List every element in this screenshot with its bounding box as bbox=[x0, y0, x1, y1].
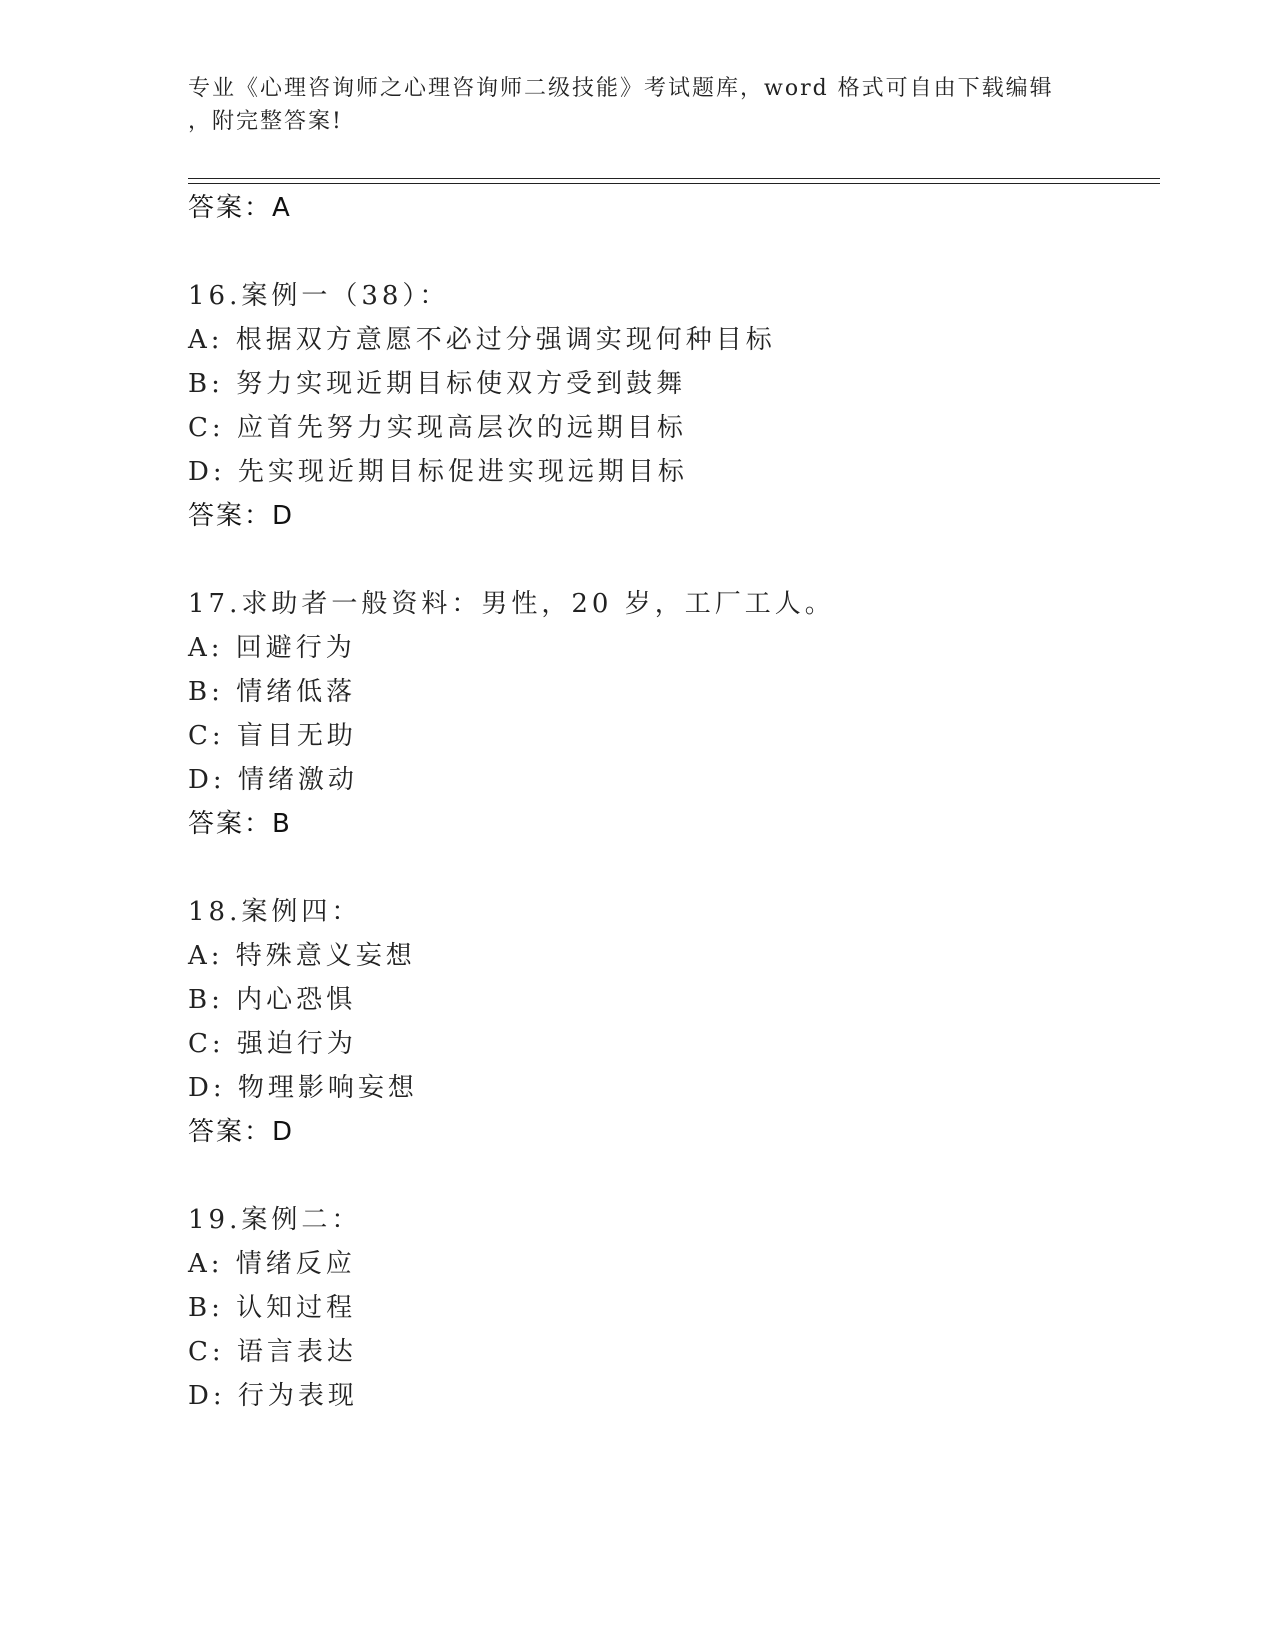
answer-line: 答案：A bbox=[188, 193, 292, 223]
question-stem: 18.案例四： bbox=[188, 897, 362, 927]
option-d: D: 物理影响妄想 bbox=[188, 1073, 418, 1103]
question-stem: 17.求助者一般资料：男性，20 岁，工厂工人。 bbox=[188, 589, 835, 619]
document-header bbox=[188, 72, 1088, 138]
question-stem: 16.案例一（38）： bbox=[188, 281, 450, 311]
option-b: B: 认知过程 bbox=[188, 1293, 357, 1323]
header-divider-top bbox=[188, 178, 1160, 179]
answer-line: 答案：B bbox=[188, 809, 292, 839]
option-a: A: 情绪反应 bbox=[188, 1249, 356, 1279]
option-c: C: 语言表达 bbox=[188, 1337, 357, 1367]
option-a: A: 根据双方意愿不必过分强调实现何种目标 bbox=[188, 325, 776, 355]
option-c: C: 应首先努力实现高层次的远期目标 bbox=[188, 413, 687, 443]
header-line-1: 专业《心理咨询师之心理咨询师二级技能》考试题库，word 格式可自由下载编辑 bbox=[188, 76, 1054, 101]
answer-line: 答案：D bbox=[188, 501, 295, 531]
header-line-2: ，附完整答案! bbox=[188, 109, 343, 134]
option-a: A: 回避行为 bbox=[188, 633, 356, 663]
option-b: B: 内心恐惧 bbox=[188, 985, 357, 1015]
answer-line: 答案：D bbox=[188, 1117, 295, 1147]
option-b: B: 情绪低落 bbox=[188, 677, 357, 707]
header-divider-bottom bbox=[188, 183, 1160, 184]
option-d: D: 先实现近期目标促进实现远期目标 bbox=[188, 457, 688, 487]
option-d: D: 行为表现 bbox=[188, 1381, 358, 1411]
option-c: C: 强迫行为 bbox=[188, 1029, 357, 1059]
option-c: C: 盲目无助 bbox=[188, 721, 357, 751]
option-a: A: 特殊意义妄想 bbox=[188, 941, 416, 971]
option-b: B: 努力实现近期目标使双方受到鼓舞 bbox=[188, 369, 687, 399]
option-d: D: 情绪激动 bbox=[188, 765, 358, 795]
question-stem: 19.案例二： bbox=[188, 1205, 362, 1235]
